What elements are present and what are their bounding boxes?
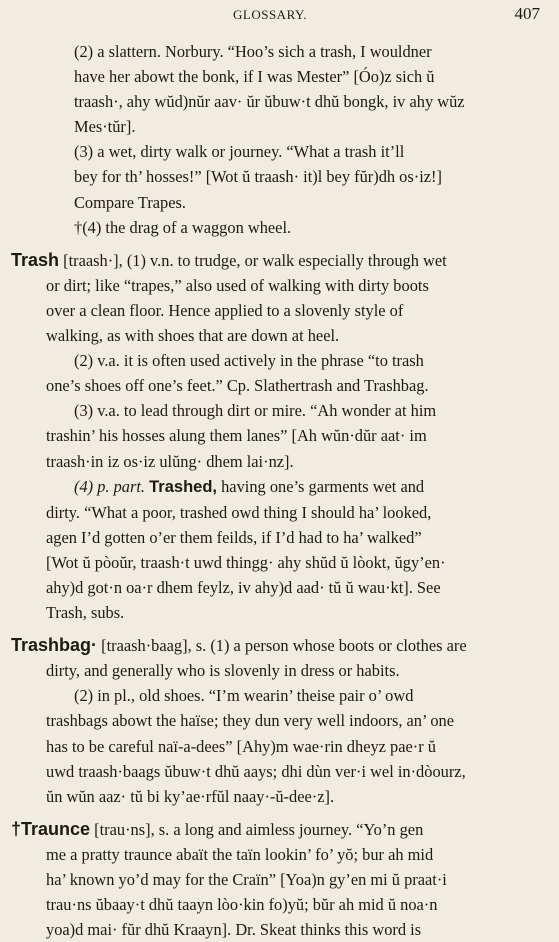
trash-sense-4	[0, 215, 559, 240]
text-line: trashbags abowt the haïse; they dun very well indoors, an’ one	[46, 711, 454, 731]
text-line: have her abowt the bonk, if I was Mester” [Óo)z sich ŭ	[74, 67, 435, 87]
text-line: [traash·baag], s. (1) a person whose boots or clothes are	[97, 636, 467, 656]
text-line: dirty. “What a poor, trashed owd thing I should ha’ looked,	[46, 502, 432, 522]
entry-trashbag	[0, 633, 559, 683]
text-line: ŭn wŭn aaz· tŭ bi ky’ae·rfŭl naay·-ŭ-dee·z].	[46, 786, 335, 806]
text-line: or dirt; like “trapes,” also used of walking with dirty boots	[46, 275, 429, 295]
text-line: (3) a wet, dirty walk or journey. “What a trash it’ll	[74, 142, 405, 162]
entry-first-line	[11, 633, 537, 658]
text-line: agen I’d gotten o’er them feilds, if I’d had to ha’ walked”	[46, 527, 422, 547]
text-line: (2) in pl., old shoes. “I’m wearin’ theise pair o’ owd	[74, 686, 414, 706]
entry-first-line	[11, 248, 537, 273]
text-line: ha’ known yo’d may for the Craïn” [Yoa)n gy’en mi ŭ praat·i	[46, 870, 447, 889]
text-line: ahy)d got·n oa·r dhem feylz, iv ahy)d aad· tŭ ŭ wau·kt]. See	[46, 577, 441, 597]
trashbag-sense-2	[0, 683, 559, 808]
text-line: Trash, subs.	[46, 603, 125, 623]
text-line: [Wot ŭ pòoŭr, traash·t uwd thingg· ahy shŭd ŭ lòokt, ŭgy’en·	[46, 552, 446, 572]
trash-verb-sense-3	[0, 398, 559, 473]
page-header	[0, 4, 559, 28]
glossary-text	[0, 39, 559, 942]
text-line: traash·, ahy wŭd)nŭr aav· ŭr ŭbuw·t dhŭ bongk, iv ahy wŭz	[74, 92, 465, 112]
text-line: walking, as with shoes that are down at heel.	[46, 326, 340, 346]
headword: Trashbag·	[11, 635, 98, 656]
running-title: GLOSSARY.	[233, 7, 307, 22]
text-line: having one’s garments wet and	[217, 476, 425, 496]
text-line: traash·in iz os·iz ulŭng· dhem lai·nz].	[46, 451, 294, 471]
entry-trash-verb	[0, 248, 559, 348]
headword: †Traunce	[11, 818, 91, 839]
entry-sense-line	[74, 474, 537, 500]
text-line: [trau·ns], s. a long and aimless journey. “Yo’n gen	[90, 819, 424, 839]
text-line: (2) a slattern. Norbury. “Hoo’s sich a trash, I wouldner	[74, 42, 432, 61]
trash-verb-sense-4	[0, 474, 559, 626]
text-line: uwd traash·baags ŭbuw·t dhŭ aays; dhi dùn ver·i wel in·dòourz,	[46, 761, 466, 781]
text-line: trashin’ his hosses alung them lanes” [Ah wŭn·dŭr aat· im	[46, 426, 427, 446]
trash-sense-3	[0, 139, 559, 214]
inline-headword: Trashed,	[149, 477, 218, 496]
text-line: (2) v.a. it is often used actively in the phrase “to trash	[74, 351, 424, 371]
text-line: me a pratty traunce abaït the taïn lookin’ fo’ yŏ; bur ah mid	[46, 844, 434, 864]
text-line: †(4) the drag of a waggon wheel.	[74, 217, 292, 237]
page-number: 407	[514, 4, 540, 23]
text-line: [traash·], (1) v.n. to trudge, or walk especially through wet	[59, 250, 447, 270]
text-line: bey for th’ hosses!” [Wot ŭ traash· it)l bey fŭr)dh os·iz!]	[74, 167, 442, 187]
text-line: Compare Trapes.	[74, 192, 186, 212]
entry-first-line	[11, 817, 537, 842]
sense-label: (4) p. part.	[74, 476, 146, 496]
text-line: yoa)d mai· fŭr dhŭ Kraayn]. Dr. Skeat thinks this word is	[46, 920, 422, 940]
trash-verb-sense-2	[0, 348, 559, 398]
text-line: dirty, and generally who is slovenly in dress or habits.	[46, 661, 400, 681]
text-line: (3) v.a. to lead through dirt or mire. “Ah wonder at him	[74, 401, 437, 421]
headword: Trash	[11, 249, 60, 270]
entry-traunce	[0, 817, 559, 942]
text-line: has to be careful naï-a-dees” [Ahy)m wae·rin dheyz pae·r ŭ	[46, 736, 436, 756]
text-line: over a clean floor. Hence applied to a slovenly style of	[46, 300, 404, 320]
text-line: Mes·tŭr].	[74, 117, 136, 137]
trash-sense-2	[0, 39, 559, 139]
text-line: trau·ns ŭbaay·t dhŭ taayn lòo·kin fo)yŭ; bŭr ah mid ŭ noa·n	[46, 895, 438, 915]
text-line: one’s shoes off one’s feet.” Cp. Slathertrash and Trashbag.	[46, 376, 429, 396]
